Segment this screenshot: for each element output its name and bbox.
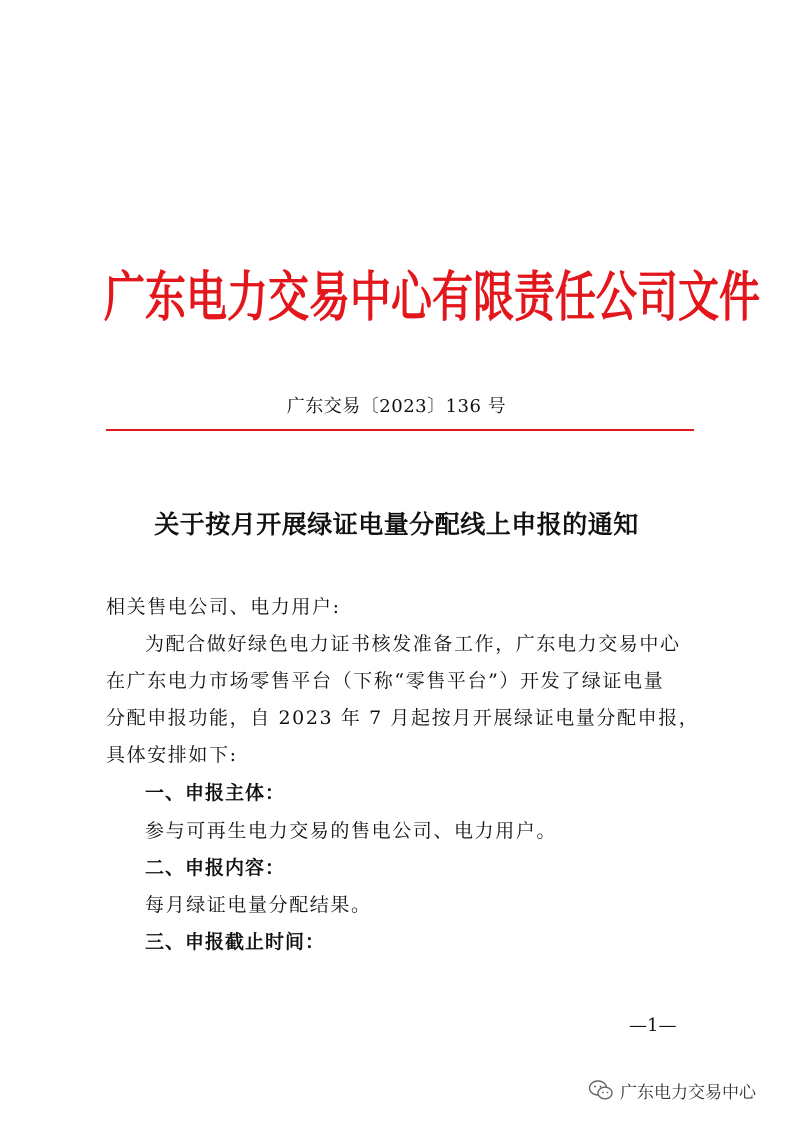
section-heading-1: 一、申报主体： — [145, 782, 286, 804]
section-heading-2: 二、申报内容： — [145, 857, 286, 879]
section-content-1: 参与可再生电力交易的售电公司、电力用户。 — [145, 820, 558, 842]
notice-title: 关于按月开展绿证电量分配线上申报的通知 — [154, 510, 639, 539]
source-watermark — [588, 1077, 756, 1103]
wechat-icon — [588, 1079, 614, 1101]
paragraph-line-3: 分配申报功能，自 2023 年 7 月起按月开展绿证电量分配申报， — [106, 707, 700, 729]
document-number: 广东交易〔2023〕136 号 — [286, 396, 507, 417]
section-heading-3: 三、申报截止时间： — [145, 931, 326, 953]
paragraph-line-4: 具体安排如下: — [106, 744, 238, 766]
section-content-2: 每月绿证电量分配结果。 — [145, 894, 372, 916]
red-separator-line — [106, 429, 694, 431]
page-number: —1— — [629, 1015, 677, 1036]
document-header-title: 广东电力交易中心有限责任公司文件 — [104, 265, 760, 329]
paragraph-line-2: 在广东电力市场零售平台（下称“零售平台”）开发了绿证电量 — [106, 670, 665, 692]
watermark-text: 广东电力交易中心 — [620, 1082, 756, 1103]
paragraph-line-1: 为配合做好绿色电力证书核发准备工作，广东电力交易中心 — [145, 633, 681, 655]
salutation: 相关售电公司、电力用户: — [106, 596, 341, 618]
